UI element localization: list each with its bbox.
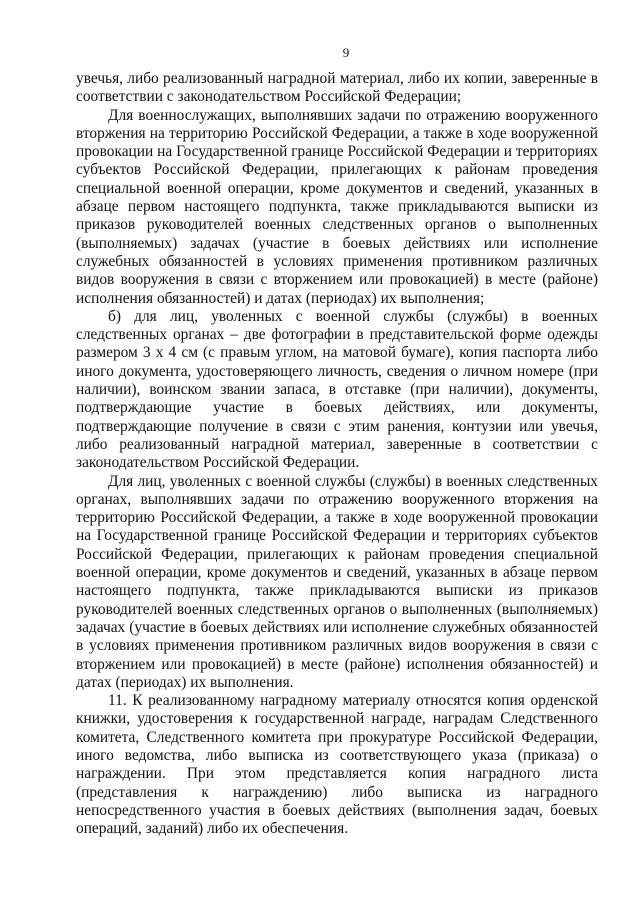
paragraph-servicemen-extracts: Для военнослужащих, выполнявших задачи по отражению вооруженного вторжения на территорию Российской Федерации, а также в ходе вооруженной провокации на Государственной границе Российской Федерации и территориях субъектов Российской Федерации, прилегающих к районам проведения специальной военной операции, кроме документов и сведений, указанных в абзаце первом настоящего подпункта, также прикладываются выписки из приказов руководителей военных следственных органов о выполненных (выполняемых) задачах (участие в боевых действиях или исполнение служебных обязанностей в условиях применения противником различных видов вооружения в связи с вторжением или провокацией) в месте (районе) исполнения обязанностей) и датах (периодах) их выполнения; — [76, 106, 598, 307]
paragraph-discharged-extracts: Для лиц, уволенных с военной службы (службы) в военных следственных органах, выполнявших задачи по отражению вооруженного вторжения на территорию Российской Федерации, а также в ходе вооруженной провокации на Государственной границе Российской Федерации и территориях субъектов Российской Федерации, прилегающих к районам проведения специальной военной операции, кроме документов и сведений, указанных в абзаце первом настоящего подпункта, также прикладываются выписки из приказов руководителей военных следственных органов о выполненных (выполняемых) задачах (участие в боевых действиях или исполнение служебных обязанностей в условиях применения противником различных видов вооружения в связи с вторжением или провокацией) в месте (районе) исполнения обязанностей) и датах (периодах) их выполнения. — [76, 472, 598, 691]
paragraph-item-11: 11. К реализованному наградному материалу относятся копия орденской книжки, удостоверения к государственной награде, наградам Следственного комитета, Следственного комитета при прокуратуре Российской Федерации, иного ведомства, либо выписка из соответствующего указа (приказа) о награждении. При этом представляется копия наградного листа (представления к награждению) либо выписка из наградного непосредственного участия в боевых действиях (выполнения задач, боевых операций, заданий) либо их обеспечения. — [76, 692, 598, 838]
paragraph-continuation: увечья, либо реализованный наградной материал, либо их копии, заверенные в соответствии с законодательством Российской Федерации; — [76, 70, 598, 106]
page-number: 9 — [342, 45, 350, 60]
paragraph-item-b: б) для лиц, уволенных с военной службы (службы) в военных следственных органах – две фотографии в представительской форме одежды размером 3 х 4 см (с правым углом, на матовой бумаге), копия паспорта либо иного документа, удостоверяющего личность, сведения о личном номере (при наличии), воинском звании запаса, в отставке (при наличии), документы, подтверждающие участие в боевых действиях, или документы, подтверждающие получение в связи с этим ранения, контузии или увечья, либо реализованный наградной материал, заверенные в соответствии с законодательством Российской Федерации. — [76, 307, 598, 472]
